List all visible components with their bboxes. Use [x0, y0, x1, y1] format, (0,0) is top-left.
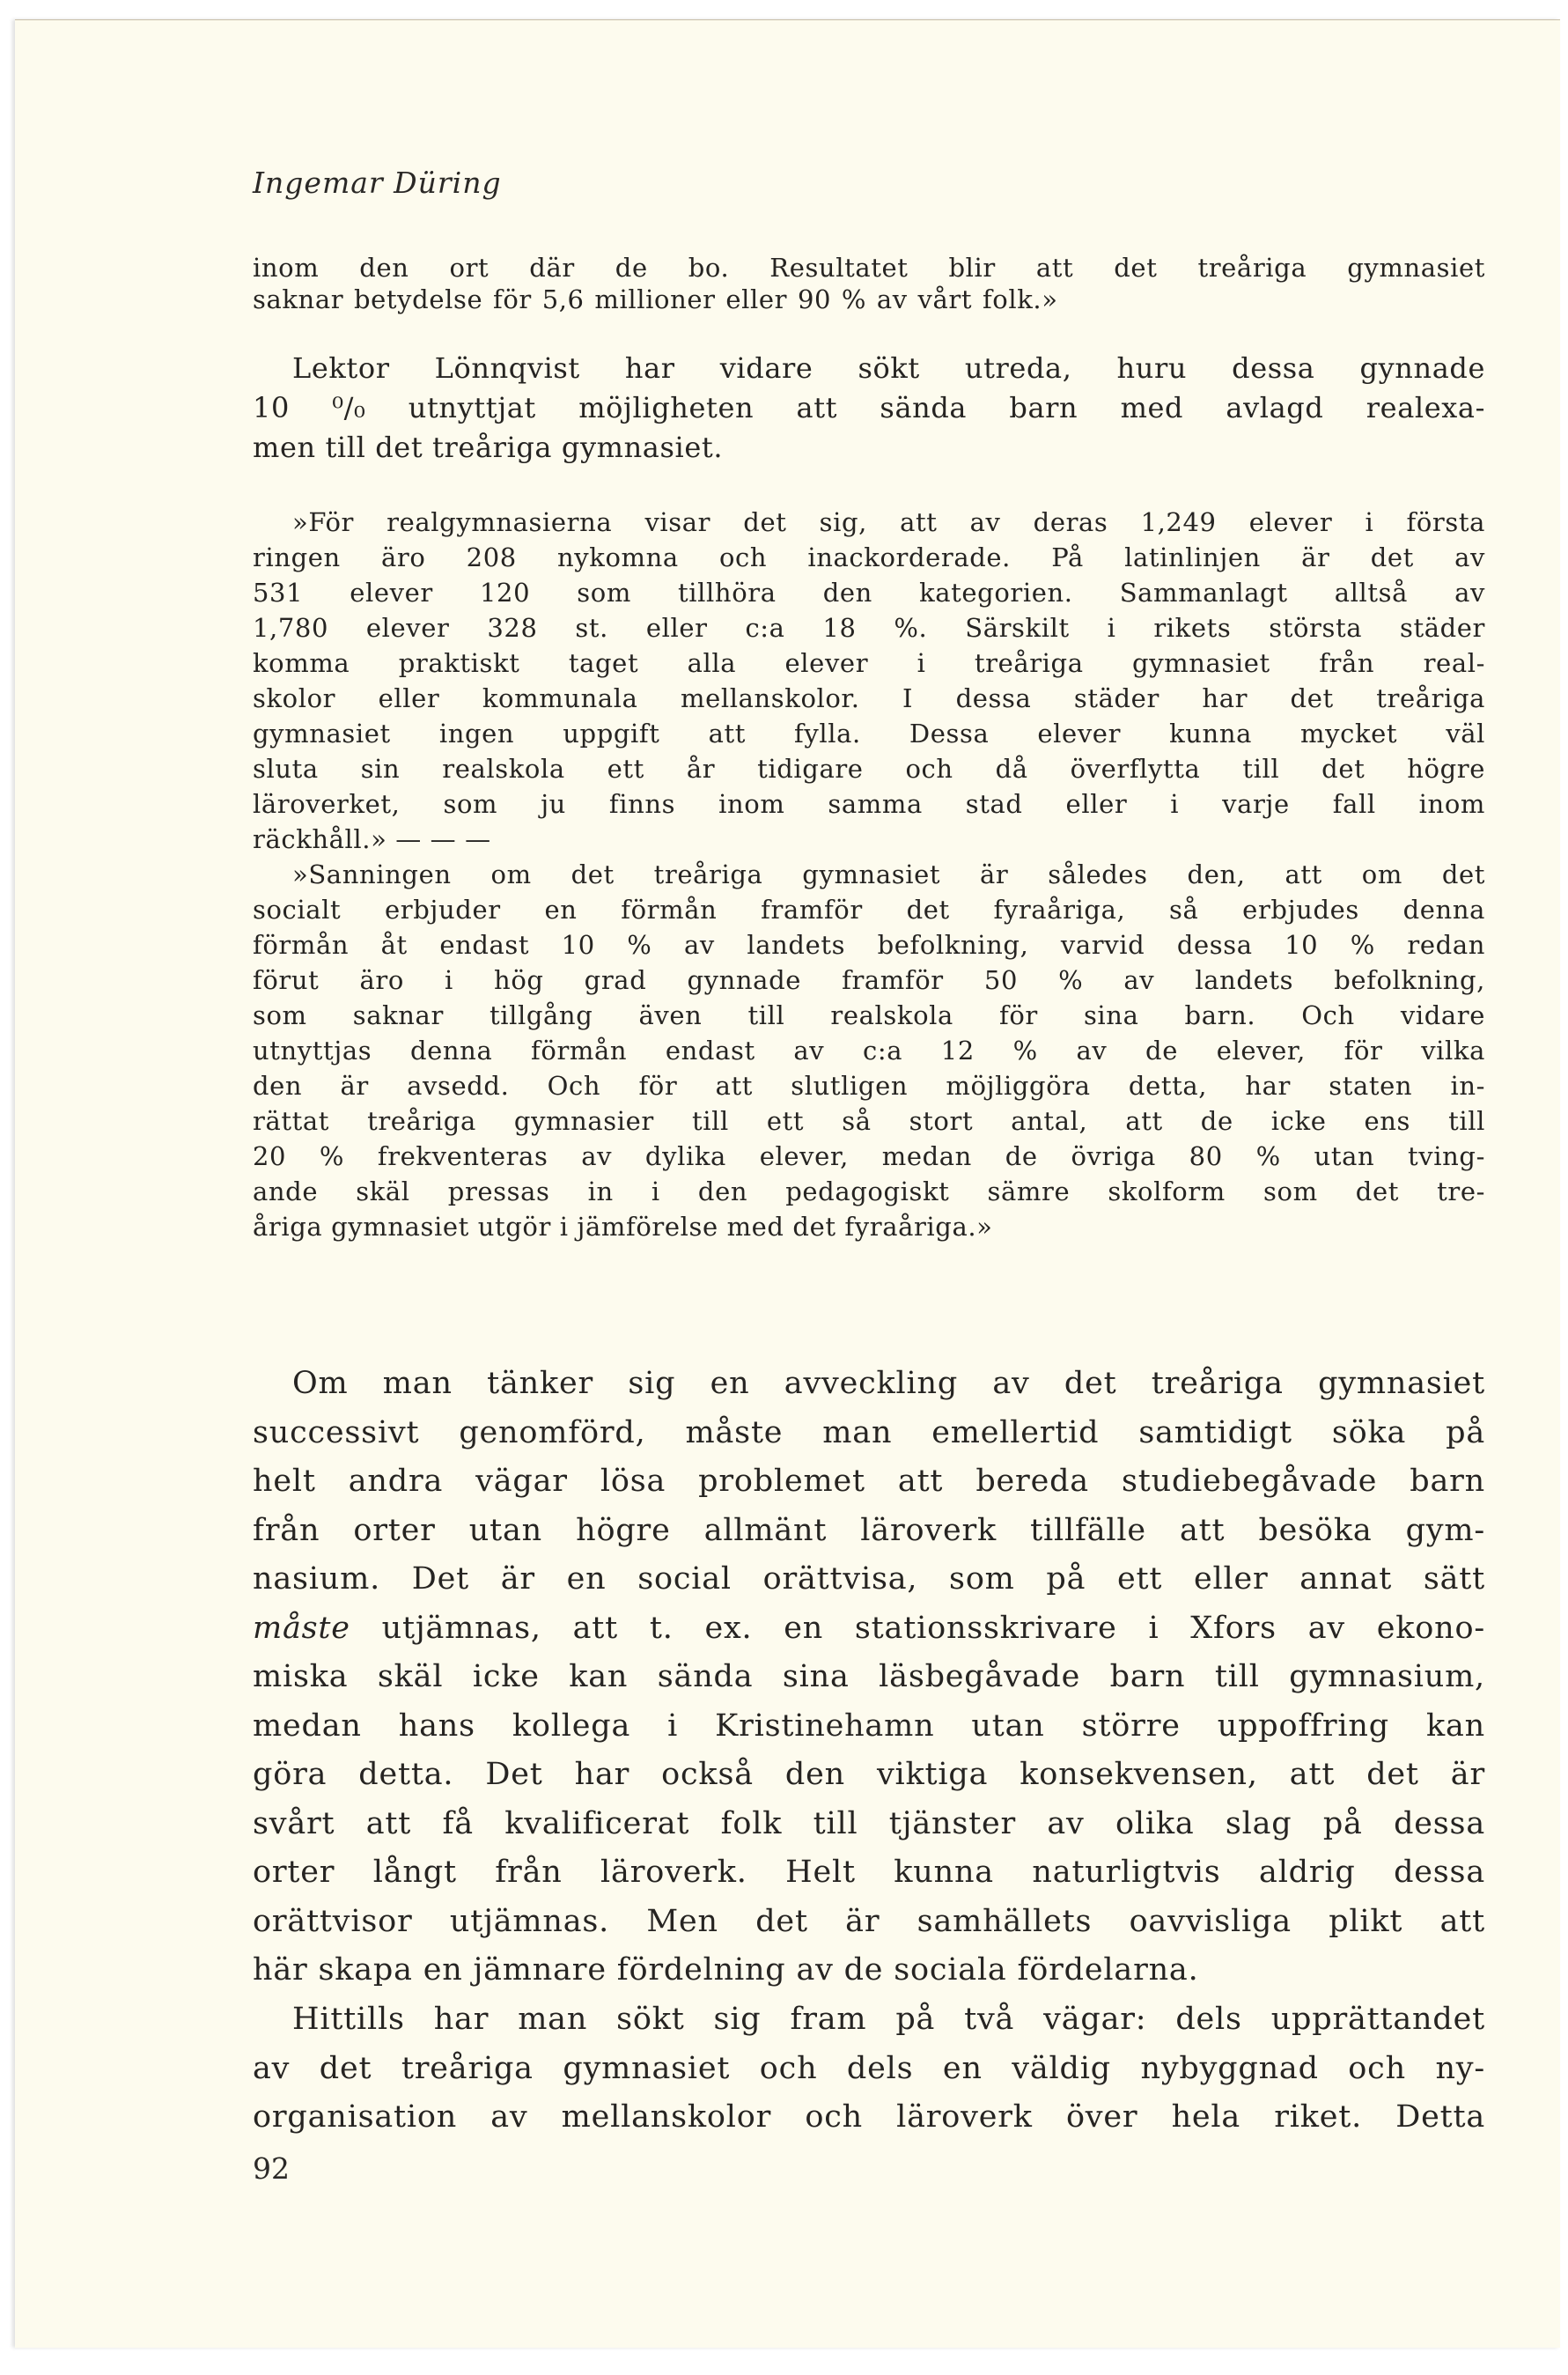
text-line: åriga gymnasiet utgör i jämförelse med det fyraåriga.» — [253, 1212, 993, 1242]
text-line: medan hans kollega i Kristinehamn utan större uppoffring kan — [253, 1707, 1485, 1744]
text-line: 531 elever 120 som tillhöra den kategorien. Sammanlagt alltså av — [253, 578, 1485, 608]
page-number: 92 — [253, 2151, 290, 2186]
text-line: 1,780 elever 328 st. eller c:a 18 %. Särskilt i rikets största städer — [253, 613, 1485, 643]
emphasis-word: måste — [253, 1610, 350, 1646]
text-line: Om man tänker sig en avveckling av det treåriga gymnasiet — [292, 1366, 1485, 1401]
text-line: »Sanningen om det treåriga gymnasiet är således den, att om det — [292, 859, 1485, 889]
paragraph-5 — [253, 1360, 1485, 1995]
paragraph-1 — [253, 252, 1485, 315]
text-line: »För realgymnasierna visar det sig, att av deras 1,249 elever i första — [292, 507, 1485, 537]
text-line: utnyttjas denna förmån endast av c:a 12 % av de elever, för vilka — [253, 1036, 1485, 1066]
text-line: göra detta. Det har också den viktiga konsekvensen, att det är — [253, 1757, 1485, 1792]
text-line: organisation av mellanskolor och läroverk över hela riket. Detta — [253, 2099, 1485, 2135]
text-line: räckhåll.» — — — — [253, 824, 491, 854]
text-line: nasium. Det är en social orättvisa, som på ett eller annat sätt — [253, 1561, 1485, 1597]
text-line-rest: utjämnas, att t. ex. en stationsskrivare i Xfors av ekono- — [350, 1610, 1485, 1646]
text-line: sluta sin realskola ett år tidigare och då överflytta till det högre — [253, 754, 1485, 784]
text-line: Lektor Lönnqvist har vidare sökt utreda, huru dessa gynnade — [292, 351, 1485, 385]
text-line: ringen äro 208 nykomna och inackorderade. På latinlinjen är det av — [253, 542, 1485, 572]
text-line: förmån åt endast 10 % av landets befolkning, varvid dessa 10 % redan — [253, 930, 1485, 960]
text-line: skolor eller kommunala mellanskolor. I dessa städer har det treåriga — [253, 683, 1485, 713]
text-line: Hittills har man sökt sig fram på två vägar: dels upprättandet — [292, 2002, 1485, 2037]
text-line-with-emphasis — [253, 1604, 1485, 1654]
book-page — [15, 19, 1560, 2348]
text-line: saknar betydelse för 5,6 millioner eller 90 % av vårt folk.» — [253, 284, 1058, 314]
text-line: miska skäl icke kan sända sina läsbegåvade barn till gymnasium, — [253, 1659, 1485, 1694]
text-line: orter långt från läroverk. Helt kunna naturligtvis aldrig dessa — [253, 1855, 1485, 1890]
text-line: här skapa en jämnare fördelning av de sociala fördelarna. — [253, 1952, 1199, 1988]
text-line: rättat treåriga gymnasier till ett så stort antal, att de icke ens till — [253, 1106, 1485, 1136]
paragraph-4-quote — [253, 857, 1485, 1244]
paragraph-3-quote — [253, 505, 1485, 857]
text-line: successivt genomförd, måste man emellertid samtidigt söka på — [253, 1414, 1485, 1450]
text-line: 10 ⁰/₀ utnyttjat möjligheten att sända barn med avlagd realexa- — [253, 391, 1485, 424]
text-line: förut äro i hög grad gynnade framför 50 % av landets befolkning, — [253, 965, 1485, 995]
text-line: komma praktiskt taget alla elever i treåriga gymnasiet från real- — [253, 648, 1485, 678]
text-line: socialt erbjuder en förmån framför det fyraåriga, så erbjudes denna — [253, 895, 1485, 925]
text-line: av det treåriga gymnasiet och dels en väldig nybyggnad och ny- — [253, 2050, 1485, 2086]
text-line: helt andra vägar lösa problemet att bereda studiebegåvade barn — [253, 1464, 1485, 1499]
running-head: Ingemar Düring — [253, 166, 502, 200]
paragraph-6 — [253, 1995, 1485, 2143]
text-line: som saknar tillgång även till realskola för sina barn. Och vidare — [253, 1000, 1485, 1030]
text-line: orättvisor utjämnas. Men det är samhällets oavvisliga plikt att — [253, 1903, 1485, 1939]
text-line: den är avsedd. Och för att slutligen möjliggöra detta, har staten in- — [253, 1071, 1485, 1101]
paragraph-2 — [253, 349, 1485, 468]
text-line: läroverket, som ju finns inom samma stad eller i varje fall inom — [253, 789, 1485, 819]
text-line: ande skäl pressas in i den pedagogiskt sämre skolform som det tre- — [253, 1176, 1485, 1206]
text-line: 20 % frekventeras av dylika elever, medan de övriga 80 % utan tving- — [253, 1141, 1485, 1171]
text-line: men till det treåriga gymnasiet. — [253, 431, 724, 464]
text-line: inom den ort där de bo. Resultatet blir att det treåriga gymnasiet — [253, 253, 1485, 283]
text-line: gymnasiet ingen uppgift att fylla. Dessa elever kunna mycket väl — [253, 719, 1485, 749]
text-line: svårt att få kvalificerat folk till tjänster av olika slag på dessa — [253, 1805, 1485, 1841]
text-line: från orter utan högre allmänt läroverk tillfälle att besöka gym- — [253, 1512, 1485, 1548]
